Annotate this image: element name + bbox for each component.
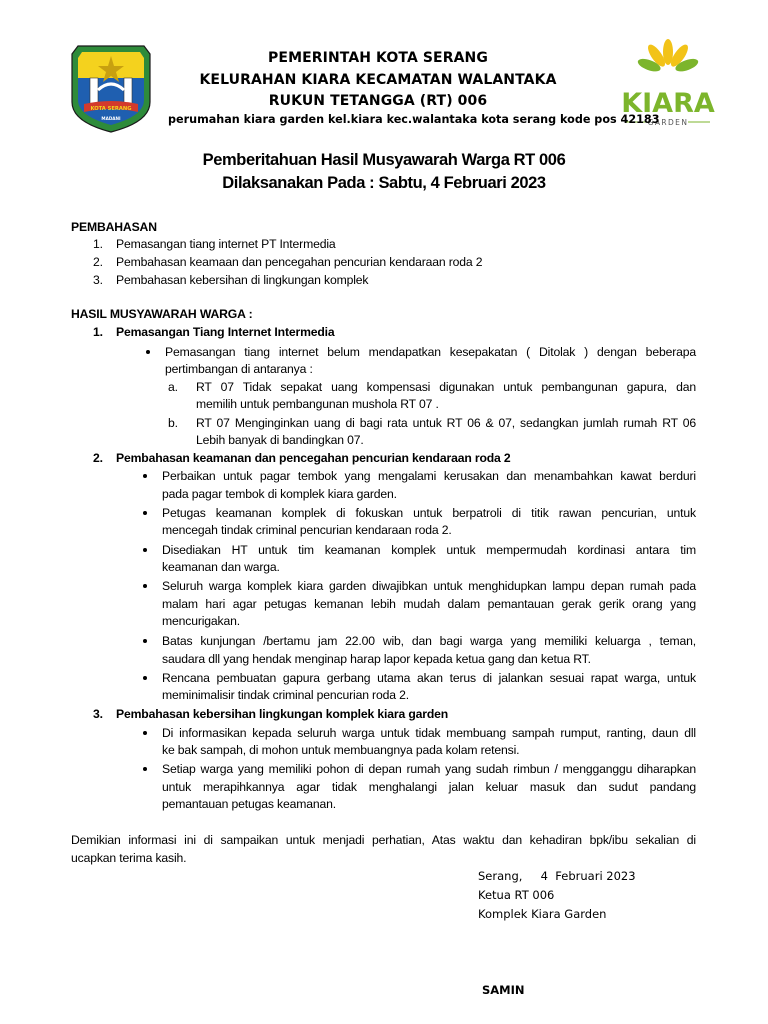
sub-num: a. — [168, 380, 178, 394]
hasil-heading: HASIL MUSYAWARAH WARGA : — [71, 307, 253, 321]
bullet-item: Petugas keamanan komplek di fokuskan untuk berpatroli di titik rawan pencurian, untuk — [162, 506, 696, 520]
header-kelurahan: KELURAHAN KIARA KECAMATAN WALANTAKA — [199, 72, 557, 88]
bullet-item: Disediakan HT untuk tim keamanan komplek untuk mempermudah kordinasi antara tim — [162, 543, 696, 557]
agenda-num: 3. — [93, 273, 103, 287]
pembahasan-heading: PEMBAHASAN — [71, 220, 157, 234]
bullet-item: Rencana pembuatan gapura gerbang utama akan terus di jalankan sesuai rapat warga, untuk — [162, 671, 696, 685]
document-date: Dilaksanakan Pada : Sabtu, 4 Februari 2023 — [222, 174, 546, 192]
bullet-item-cont: mencurigakan. — [162, 614, 240, 628]
bullet-item: Setiap warga yang memiliki pohon di depan rumah yang sudah rimbun / mengganggu diharapkan — [162, 762, 696, 776]
signature-name: SAMIN — [482, 983, 525, 997]
sub-item: RT 07 Menginginkan uang di bagi rata untuk RT 06 & 07, sedangkan jumlah rumah RT 06 — [196, 416, 696, 430]
agenda-num: 1. — [93, 237, 103, 251]
section-num: 1. — [93, 325, 103, 339]
bullet-item-cont: malam hari agar petugas kemanan lebih mudah dalam pemantauan gerak gerik orang yang — [162, 597, 696, 611]
header-rt: RUKUN TETANGGA (RT) 006 — [268, 93, 488, 109]
sub-item-cont: memilih untuk pembangunan mushola RT 07 . — [196, 397, 439, 411]
garden-logo-text: GARDEN — [647, 118, 689, 127]
agenda-item: Pembahasan kebersihan di lingkungan komplek — [116, 273, 369, 287]
bullet-item: Perbaikan untuk pagar tembok yang mengalami kerusakan dan menambahkan kawat berduri — [162, 469, 696, 483]
document-title: Pemberitahuan Hasil Musyawarah Warga RT 006 — [202, 151, 566, 169]
header-address: perumahan kiara garden kel.kiara kec.walantaka kota serang kode pos 42183 — [168, 113, 660, 126]
kiara-logo-text: KIARA — [621, 88, 715, 119]
bullet-item-cont: meminimalisir tindak criminal pencurian roda 2. — [162, 688, 409, 702]
bullet-item-cont: pemantauan petugas keamanan. — [162, 797, 337, 811]
bullet-item-cont: pertimbangan di antaranya : — [165, 362, 313, 376]
bullet-item: Batas kunjungan /bertamu jam 22.00 wib, dan bagi warga yang memiliki keluarga , teman, — [162, 634, 696, 648]
bullet-item: Pemasangan tiang internet belum mendapatkan kesepakatan ( Ditolak ) dengan beberapa — [165, 345, 696, 359]
section-title: Pemasangan Tiang Internet Intermedia — [116, 325, 335, 339]
bullet-item: Di informasikan kepada seluruh warga untuk tidak membuang sampah rumput, ranting, daun dll — [162, 726, 696, 740]
signature-place-date: Serang, 4 Februari 2023 — [478, 869, 636, 883]
bullet-item-cont: untuk merapihkannya agar tidak menghalangi jalan keluar masuk dan sudut pandang — [162, 780, 696, 794]
signature-role: Ketua RT 006 — [478, 888, 555, 902]
bullet-item-cont: keamanan dan warga. — [162, 560, 280, 574]
section-title: Pembahasan keamanan dan pencegahan pencurian kendaraan roda 2 — [116, 451, 511, 465]
closing-text: Demikian informasi ini di sampaikan untuk menjadi perhatian, Atas waktu dan kehadiran bpk/ibu sekalian di — [71, 833, 696, 847]
section-num: 3. — [93, 707, 103, 721]
header-government: PEMERINTAH KOTA SERANG — [268, 50, 488, 66]
agenda-item: Pemasangan tiang internet PT Intermedia — [116, 237, 336, 251]
agenda-num: 2. — [93, 255, 103, 269]
emblem-text: KOTA SERANG — [90, 106, 132, 112]
emblem-subtext: MADANI — [101, 116, 121, 121]
bullet-item-cont: mencegah tindak criminal pencurian kendaraan roda 2. — [162, 523, 452, 537]
bullet-item-cont: saudara dll yang hendak menginap harap lapor kepada ketua gang dan ketua RT. — [162, 652, 591, 666]
signature-org: Komplek Kiara Garden — [478, 907, 607, 921]
bullet-item-cont: ke bak sampah, di mohon untuk membuangnya pada kolam retensi. — [162, 743, 520, 757]
section-title: Pembahasan kebersihan lingkungan komplek kiara garden — [116, 707, 449, 721]
agenda-item: Pembahasan keamaan dan pencegahan pencurian kendaraan roda 2 — [116, 255, 483, 269]
sub-num: b. — [168, 416, 178, 430]
bullet-item-cont: pada pagar tembok di komplek kiara garden. — [162, 487, 397, 501]
bullet-item: Seluruh warga komplek kiara garden diwajibkan untuk menghidupkan lampu depan rumah pada — [162, 579, 696, 593]
closing-text-cont: ucapkan terima kasih. — [71, 851, 187, 865]
sub-item: RT 07 Tidak sepakat uang kompensasi digunakan untuk pembangunan gapura, dan — [196, 380, 696, 394]
sub-item-cont: Lebih banyak di bandingkan 07. — [196, 433, 364, 447]
section-num: 2. — [93, 451, 103, 465]
